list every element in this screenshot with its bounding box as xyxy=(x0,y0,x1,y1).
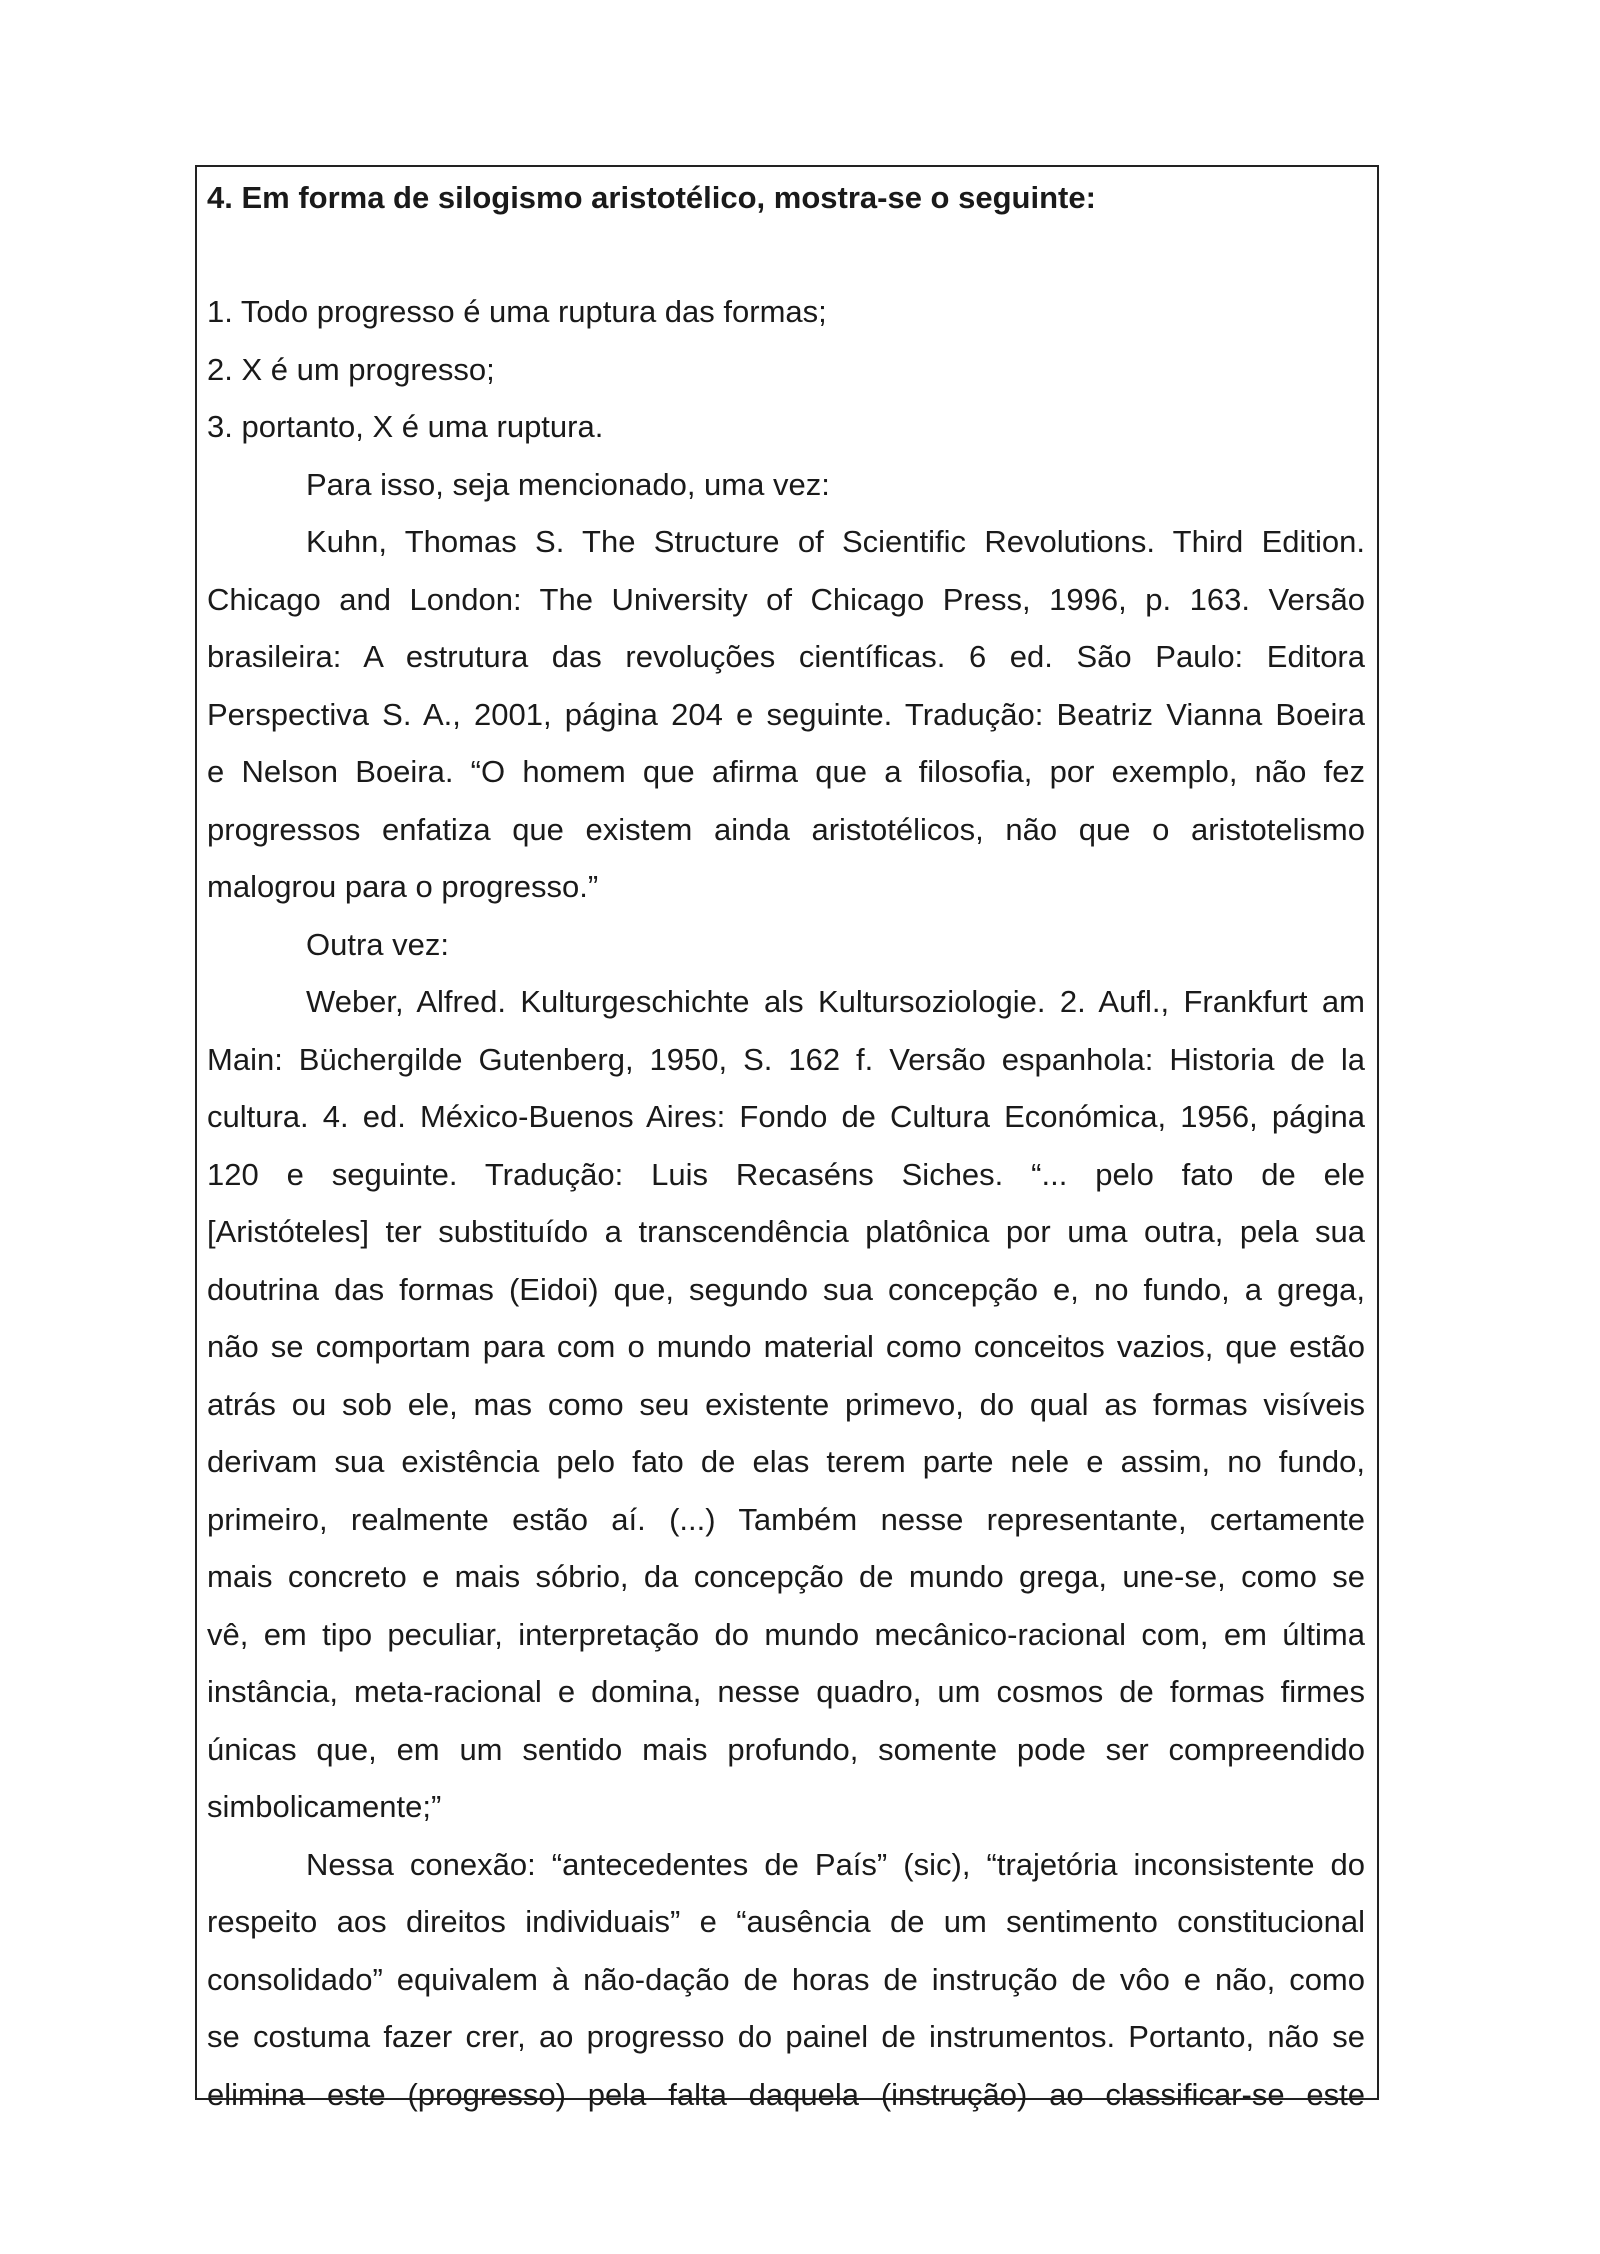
text-box xyxy=(195,165,1379,2112)
text-line: únicas que, em um sentido mais profundo, somente pode ser compreendido xyxy=(207,1731,1365,1767)
text-line: Para isso, seja mencionado, uma vez: xyxy=(306,466,830,502)
text-line: cultura. 4. ed. México-Buenos Aires: Fondo de Cultura Económica, 1956, página xyxy=(207,1099,1365,1134)
text-line: brasileira: A estrutura das revoluções científicas. 6 ed. São Paulo: Editora xyxy=(207,639,1365,674)
document-body xyxy=(207,167,1365,2123)
text-line: 1. Todo progresso é uma ruptura das formas; xyxy=(207,294,827,329)
blank-line xyxy=(207,226,1365,283)
text-line: 120 e seguinte. Tradução: Luis Recaséns Siches. “... pelo fato de ele xyxy=(207,1156,1365,1192)
section-heading: 4. Em forma de silogismo aristotélico, mostra-se o seguinte: xyxy=(207,180,1096,215)
text-line: instância, meta-racional e domina, nesse quadro, um cosmos de formas firmes xyxy=(207,1674,1365,1709)
text-line: elimina este (progresso) pela falta daquela (instrução) ao classificar-se este xyxy=(207,2076,1365,2112)
text-line: Chicago and London: The University of Chicago Press, 1996, p. 163. Versão xyxy=(207,581,1365,617)
text-line: malogrou para o progresso.” xyxy=(207,869,599,904)
text-line: 3. portanto, X é uma ruptura. xyxy=(207,409,604,444)
paragraph-lines xyxy=(207,283,1365,2123)
text-line: e Nelson Boeira. “O homem que afirma que a filosofia, por exemplo, não fez xyxy=(207,754,1365,789)
text-line: atrás ou sob ele, mas como seu existente primevo, do qual as formas visíveis xyxy=(207,1386,1365,1422)
text-line: Nessa conexão: “antecedentes de País” (sic), “trajetória inconsistente do xyxy=(306,1846,1365,1882)
text-line: mais concreto e mais sóbrio, da concepção de mundo grega, une-se, como se xyxy=(207,1559,1365,1594)
text-line: se costuma fazer crer, ao progresso do painel de instrumentos. Portanto, não se xyxy=(207,2019,1365,2054)
text-line: Perspectiva S. A., 2001, página 204 e seguinte. Tradução: Beatriz Vianna Boeira xyxy=(207,696,1365,732)
text-line: 2. X é um progresso; xyxy=(207,351,495,387)
text-line: primeiro, realmente estão aí. (...) Também nesse representante, certamente xyxy=(207,1501,1365,1537)
text-line: derivam sua existência pelo fato de elas terem parte nele e assim, no fundo, xyxy=(207,1444,1365,1479)
text-line: consolidado” equivalem à não-dação de horas de instrução de vôo e não, como xyxy=(207,1961,1365,1997)
text-line: doutrina das formas (Eidoi) que, segundo sua concepção e, no fundo, a grega, xyxy=(207,1271,1365,1307)
text-line: Main: Büchergilde Gutenberg, 1950, S. 162 f. Versão espanhola: Historia de la xyxy=(207,1041,1365,1077)
text-line: não se comportam para com o mundo material como conceitos vazios, que estão xyxy=(207,1329,1365,1364)
text-line: Kuhn, Thomas S. The Structure of Scientific Revolutions. Third Edition. xyxy=(306,524,1365,559)
text-line: respeito aos direitos individuais” e “ausência de um sentimento constitucional xyxy=(207,1904,1365,1939)
text-line: Outra vez: xyxy=(306,926,449,962)
text-line: [Aristóteles] ter substituído a transcendência platônica por uma outra, pela sua xyxy=(207,1214,1365,1249)
text-line: Weber, Alfred. Kulturgeschichte als Kultursoziologie. 2. Aufl., Frankfurt am xyxy=(306,984,1365,1019)
text-line: simbolicamente;” xyxy=(207,1789,442,1824)
text-line: progressos enfatiza que existem ainda aristotélicos, não que o aristotelismo xyxy=(207,811,1365,847)
text-line: vê, em tipo peculiar, interpretação do mundo mecânico-racional com, em última xyxy=(207,1616,1365,1652)
